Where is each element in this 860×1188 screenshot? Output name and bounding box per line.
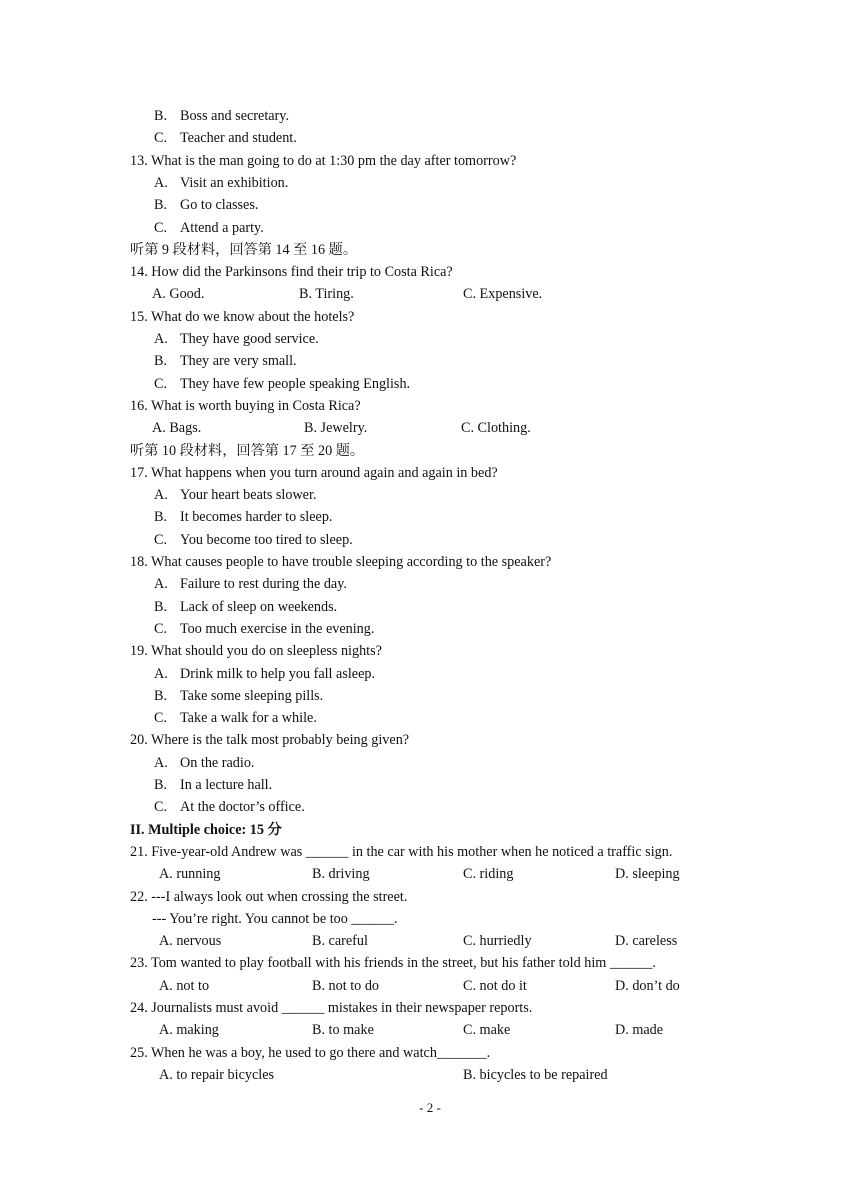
question-text: 23. Tom wanted to play football with his friends in the street, but his father told him ______. xyxy=(130,955,656,972)
option-text: Visit an exhibition. xyxy=(180,174,289,191)
answer-option: B. driving xyxy=(312,866,370,883)
question-text: 听第 9 段材料，回答第 14 至 16 题。 xyxy=(130,241,358,258)
option-text: They have good service. xyxy=(180,331,319,347)
answer-option: B. bicycles to be repaired xyxy=(463,1066,608,1083)
option-letter: B. xyxy=(154,687,168,704)
option-letter: C. xyxy=(154,620,168,637)
answer-option: A. not to xyxy=(159,977,210,994)
option-text: At the doctor’s office. xyxy=(180,799,305,816)
answer-option xyxy=(154,574,347,594)
question-text: 25. When he was a boy, he used to go there and watch_______. xyxy=(130,1044,491,1061)
answer-option: A. nervous xyxy=(159,933,222,950)
answer-option: C. not do it xyxy=(463,977,527,994)
answer-option: D. made xyxy=(615,1022,664,1039)
option-text: Lack of sleep on weekends. xyxy=(180,598,338,615)
option-text: Drink milk to help you fall asleep. xyxy=(180,665,376,682)
answer-option xyxy=(154,664,375,684)
answer-option xyxy=(154,485,316,505)
answer-option: A. running xyxy=(159,866,221,883)
answer-option: C. riding xyxy=(463,866,514,883)
option-text: Take a walk for a while. xyxy=(180,710,317,727)
option-letter: C. xyxy=(154,531,168,548)
question-text: 18. What causes people to have trouble sleeping according to the speaker? xyxy=(130,554,552,570)
option-text: Boss and secretary. xyxy=(180,108,289,124)
option-text: Your heart beats slower. xyxy=(180,487,317,504)
section-title: II. Multiple choice: 15 分 xyxy=(130,821,282,838)
answer-option xyxy=(154,686,323,706)
answer-option xyxy=(154,597,337,617)
option-text: In a lecture hall. xyxy=(180,777,273,793)
answer-option xyxy=(154,173,288,193)
option-letter: B. xyxy=(154,598,168,615)
answer-option xyxy=(154,329,319,349)
answer-option: B. careful xyxy=(312,933,368,950)
question-text: 16. What is worth buying in Costa Rica? xyxy=(130,397,361,414)
answer-option: C. hurriedly xyxy=(463,933,532,950)
answer-option: D. careless xyxy=(615,933,678,950)
question-text: 14. How did the Parkinsons find their trip to Costa Rica? xyxy=(130,264,453,281)
answer-option xyxy=(154,374,410,394)
question-text: 20. Where is the talk most probably being given? xyxy=(130,732,410,749)
option-text: It becomes harder to sleep. xyxy=(180,509,333,526)
answer-option: A. making xyxy=(159,1022,219,1039)
option-text: Go to classes. xyxy=(180,197,259,214)
answer-option: B. Jewelry. xyxy=(304,420,368,437)
option-text: Failure to rest during the day. xyxy=(180,576,347,593)
option-letter: C. xyxy=(154,710,168,727)
answer-option xyxy=(154,106,289,126)
answer-option: C. make xyxy=(463,1022,511,1039)
answer-option xyxy=(154,775,272,795)
option-letter: B. xyxy=(154,353,168,370)
answer-option: A. to repair bicycles xyxy=(159,1066,275,1083)
page-number: - 2 - xyxy=(419,1100,441,1115)
option-letter: B. xyxy=(154,108,168,124)
question-text: 21. Five-year-old Andrew was ______ in the car with his mother when he noticed a traffic sign. xyxy=(130,843,673,860)
option-text: On the radio. xyxy=(180,754,255,771)
option-letter: B. xyxy=(154,777,168,793)
option-letter: A. xyxy=(154,576,168,593)
question-text: 17. What happens when you turn around again and again in bed? xyxy=(130,464,498,481)
answer-option: C. Expensive. xyxy=(463,286,543,303)
option-letter: B. xyxy=(154,509,168,526)
answer-option: A. Good. xyxy=(152,286,205,303)
answer-option: B. not to do xyxy=(312,977,380,994)
question-text: 听第 10 段材料，回答第 17 至 20 题。 xyxy=(130,442,365,459)
answer-option xyxy=(154,195,258,215)
answer-option xyxy=(154,218,264,238)
answer-option xyxy=(154,797,305,817)
option-letter: A. xyxy=(154,331,168,347)
question-text: 19. What should you do on sleepless nights? xyxy=(130,643,382,660)
option-text: Teacher and student. xyxy=(180,130,297,147)
answer-option: D. sleeping xyxy=(615,866,680,883)
answer-option: B. to make xyxy=(312,1022,374,1039)
answer-option xyxy=(154,351,297,371)
option-letter: A. xyxy=(154,665,168,682)
option-text: They have few people speaking English. xyxy=(180,375,411,392)
question-text: 24. Journalists must avoid ______ mistakes in their newspaper reports. xyxy=(130,1000,533,1016)
option-text: Attend a party. xyxy=(180,219,264,236)
option-letter: C. xyxy=(154,219,168,236)
answer-option xyxy=(154,507,332,527)
option-text: Take some sleeping pills. xyxy=(180,687,324,704)
option-letter: A. xyxy=(154,174,168,191)
option-text: Too much exercise in the evening. xyxy=(180,620,375,637)
answer-option xyxy=(154,530,353,550)
option-letter: C. xyxy=(154,375,168,392)
answer-option: A. Bags. xyxy=(152,420,202,437)
dialogue-reply: --- You’re right. You cannot be too ______. xyxy=(152,910,398,927)
answer-option: D. don’t do xyxy=(615,977,680,994)
answer-option xyxy=(154,128,297,148)
question-text: 13. What is the man going to do at 1:30 pm the day after tomorrow? xyxy=(130,152,517,169)
option-letter: B. xyxy=(154,197,168,214)
option-letter: C. xyxy=(154,130,168,147)
option-text: They are very small. xyxy=(180,353,297,370)
option-letter: A. xyxy=(154,754,168,771)
answer-option: B. Tiring. xyxy=(299,286,354,303)
option-letter: A. xyxy=(154,487,168,504)
question-text: 22. ---I always look out when crossing the street. xyxy=(130,888,408,905)
option-letter: C. xyxy=(154,799,168,816)
answer-option xyxy=(154,619,374,639)
answer-option xyxy=(154,753,254,773)
answer-option: C. Clothing. xyxy=(461,420,531,437)
question-text: 15. What do we know about the hotels? xyxy=(130,308,355,325)
option-text: You become too tired to sleep. xyxy=(180,531,353,548)
answer-option xyxy=(154,708,317,728)
